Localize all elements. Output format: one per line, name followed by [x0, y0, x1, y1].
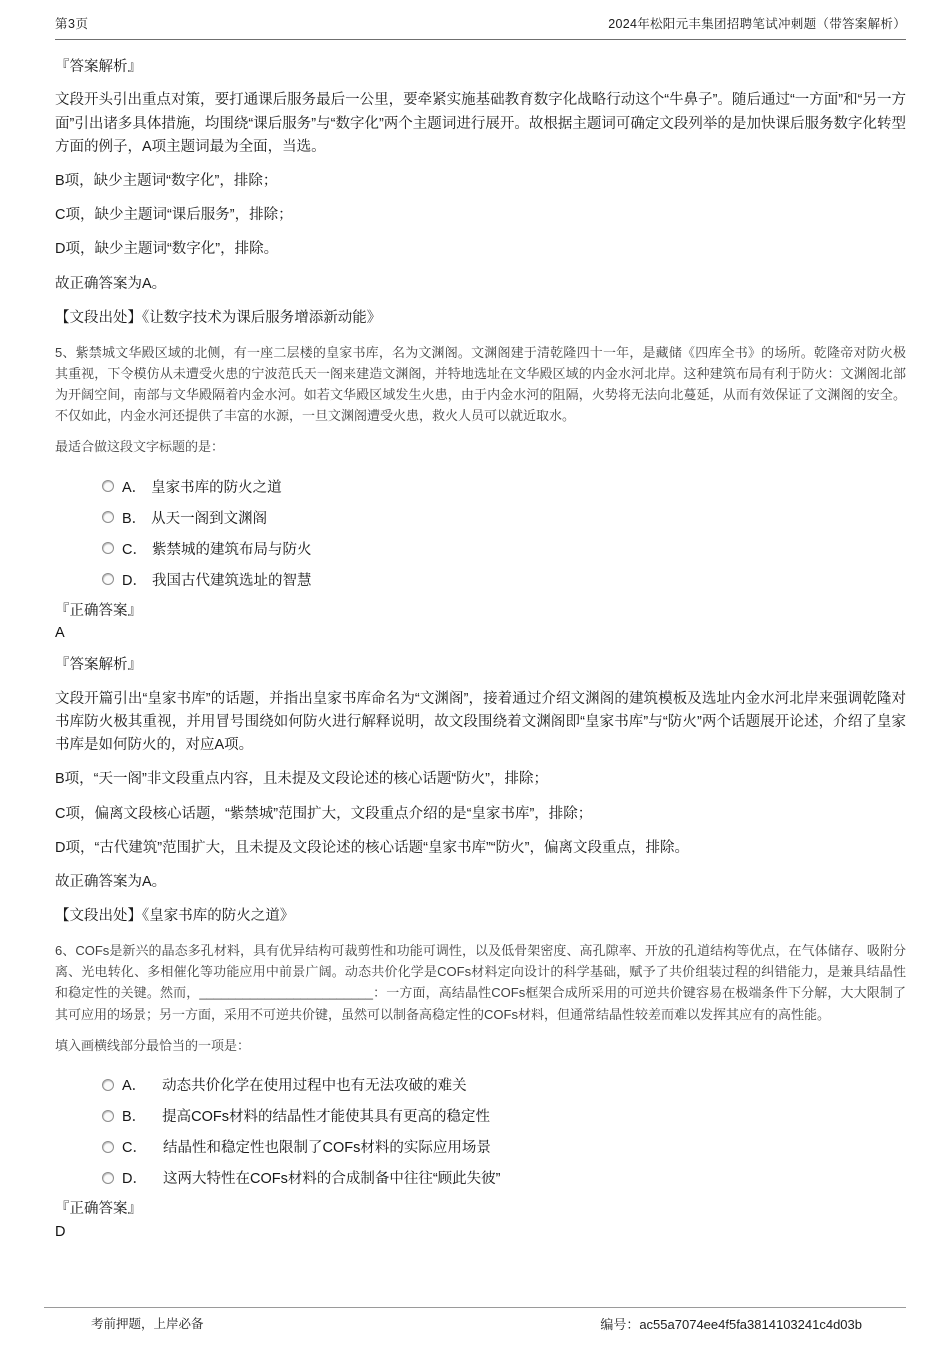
passage-source: 【文段出处】《皇家书库的防火之道》 — [55, 908, 295, 925]
option-letter: B． — [122, 1109, 147, 1126]
radio-button[interactable] — [102, 573, 114, 585]
option-letter: D． — [122, 1171, 147, 1188]
option-letter: C． — [122, 1140, 147, 1157]
correct-answer-value: A — [55, 625, 65, 642]
radio-button[interactable] — [102, 480, 114, 492]
analysis-paragraph: 文段开头引出重点对策，要打通课后服务最后一公里，要牵紧实施基础教育数字化战略行动这个“牛鼻子”。随后通过“一方面”和“另一方面”引出诸多具体措施，均围绕“课后服务”与“数字化”两个主题词进行展开。故根据主题词可确定文段列举的是加快课后服务数字化转型方面的例子，A项主题词最为全面，当选。 — [55, 92, 906, 155]
document-code-value: ac55a7074ee4f5fa3814103241c4d03b — [639, 1317, 862, 1332]
document-body — [55, 40, 906, 1242]
option-row-c[interactable] — [102, 1136, 906, 1157]
radio-button[interactable] — [102, 1110, 114, 1122]
option-letter: D． — [122, 572, 147, 589]
correct-answer-heading: 『正确答案』 — [55, 1201, 142, 1218]
radio-button[interactable] — [102, 542, 114, 554]
option-row-b[interactable] — [102, 507, 906, 528]
page-header — [55, 14, 906, 40]
option-text: 这两大特性在COFs材料的合成制备中往往“顾此失彼” — [162, 1171, 501, 1188]
option-letter: A． — [122, 1078, 147, 1095]
question-5-options — [55, 476, 906, 590]
option-row-b[interactable] — [102, 1105, 906, 1126]
question-6-stem: 6、COFs是新兴的晶态多孔材料，具有优异结构可裁剪性和功能可调性，以及低骨架密度、高孔隙率、开放的孔道结构等优点，在气体储存、吸附分离、光电转化、多相催化等功能应用中前景广阔。动态共价化学是COFs材料定向设计的科学基础，赋予了共价组装过程的纠错能力，是兼具结晶性和稳定性的关键。然而，________________________：一方面，高结晶性COFs框架合成所采用的可逆共价键容易在极端条件下分解，大大限制了其可应用的场景；另一方面，采用不可逆共价键，虽然可以制备高稳定性的COFs材料，但通常结晶性较差而难以发挥其应有的高性能。 — [55, 943, 906, 1022]
option-text: 动态共价化学在使用过程中也有无法攻破的难关 — [162, 1078, 467, 1095]
option-text: 紫禁城的建筑布局与防火 — [151, 541, 312, 558]
option-d-elimination: D项，缺少主题词“数字化”，排除。 — [55, 241, 279, 258]
option-d-elimination: D项，“古代建筑”范围扩大，且未提及文段论述的核心话题“皇家书库”“防火”，偏离文段重点，排除。 — [55, 839, 689, 856]
analysis-heading: 『答案解析』 — [55, 657, 142, 674]
radio-button[interactable] — [102, 511, 114, 523]
option-text: 提高COFs材料的结晶性才能使其具有更高的稳定性 — [162, 1109, 491, 1126]
option-b-elimination: B项，缺少主题词“数字化”，排除； — [55, 173, 278, 190]
radio-button[interactable] — [102, 1172, 114, 1184]
correct-answer-value: D — [55, 1223, 66, 1240]
option-c-elimination: C项，偏离文段核心话题，“紫禁城”范围扩大，文段重点介绍的是“皇家书库”，排除； — [55, 805, 593, 822]
option-c-elimination: C项，缺少主题词“课后服务”，排除； — [55, 207, 293, 224]
option-text: 结晶性和稳定性也限制了COFs材料的实际应用场景 — [162, 1140, 491, 1157]
conclusion-line: 故正确答案为A。 — [55, 874, 167, 891]
question-6-prompt: 填入画横线部分最恰当的一项是： — [55, 1037, 251, 1053]
option-letter: A． — [122, 479, 147, 496]
option-row-d[interactable] — [102, 1167, 906, 1188]
option-row-a[interactable] — [102, 1074, 906, 1095]
radio-button[interactable] — [102, 1141, 114, 1153]
correct-answer-heading: 『正确答案』 — [55, 602, 142, 619]
analysis-heading: 『答案解析』 — [55, 59, 142, 75]
passage-source: 【文段出处】《让数字技术为课后服务增添新动能》 — [55, 309, 382, 326]
option-row-a[interactable] — [102, 476, 906, 497]
conclusion-line: 故正确答案为A。 — [55, 275, 167, 292]
page-number: 第3页 — [55, 17, 89, 31]
option-text: 从天一阁到文渊阁 — [151, 510, 268, 527]
footer-slogan: 考前押题，上岸必备 — [91, 1317, 204, 1331]
analysis-paragraph: 文段开篇引出“皇家书库”的话题，并指出皇家书库命名为“文渊阁”，接着通过介绍文渊阁的建筑模板及选址内金水河北岸来强调乾隆对书库防火极其重视，并用冒号围绕如何防火进行解释说明，故文段围绕着文渊阁即“皇家书库”与“防火”两个话题展开论述，介绍了皇家书库是如何防火的，对应A项。 — [55, 690, 906, 754]
question-5-stem: 5、紫禁城文华殿区域的北侧，有一座二层楼的皇家书库，名为文渊阁。文渊阁建于清乾隆四十一年，是藏储《四库全书》的场所。乾隆帝对防火极其重视，下令模仿从未遭受火患的宁波范氏天一阁来建造文渊阁，并特地选址在文华殿区域的内金水河北岸。这种建筑布局有利于防火：文渊阁北部为开阔空间，南部与文华殿隔着内金水河。如若文华殿区域发生火患，由于内金水河的阻隔，火势将无法向北蔓延，从而有效保证了文渊阁的安全。不仅如此，内金水河还提供了丰富的水源，一旦文渊阁遭受火患，救火人员可以就近取水。 — [55, 344, 906, 424]
document-code-label: 编号： — [600, 1317, 640, 1332]
option-row-c[interactable] — [102, 538, 906, 559]
option-row-d[interactable] — [102, 569, 906, 590]
document-title: 2024年松阳元丰集团招聘笔试冲刺题（带答案解析） — [608, 17, 906, 31]
option-b-elimination: B项，“天一阁”非文段重点内容，且未提及文段论述的核心话题“防火”，排除； — [55, 771, 548, 788]
page-footer — [44, 1307, 906, 1345]
document-code — [600, 1314, 862, 1333]
option-text: 皇家书库的防火之道 — [151, 479, 282, 496]
question-6-options — [55, 1074, 906, 1188]
question-5-prompt: 最适合做这段文字标题的是： — [55, 439, 225, 455]
option-letter: B． — [122, 510, 147, 527]
option-letter: C． — [122, 541, 147, 558]
option-text: 我国古代建筑选址的智慧 — [151, 572, 312, 589]
radio-button[interactable] — [102, 1079, 114, 1091]
